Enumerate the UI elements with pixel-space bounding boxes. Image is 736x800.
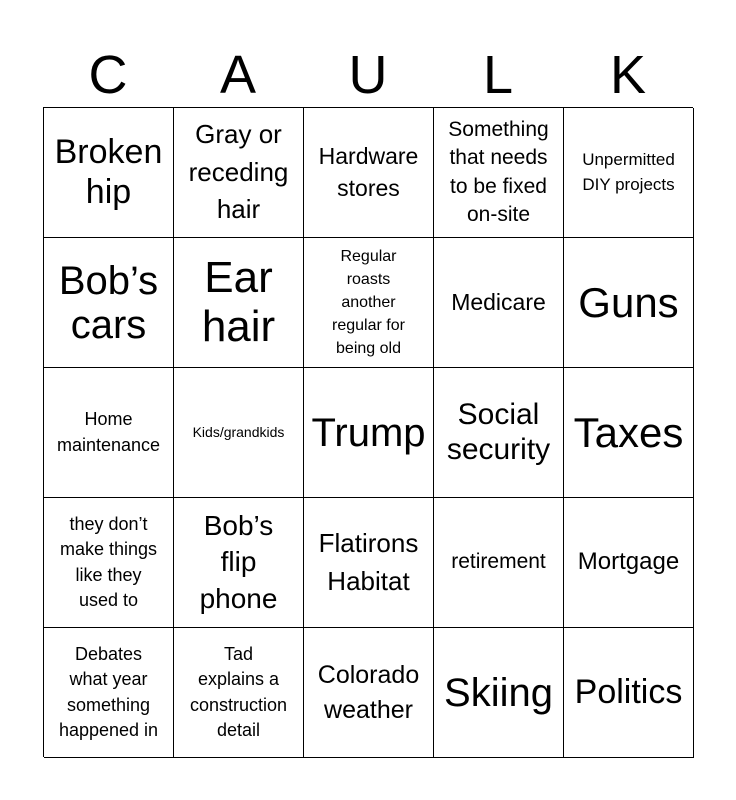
cell-text: Social security (446, 398, 551, 466)
cell-text: Regular roasts another regular for being old (332, 247, 405, 358)
cell-text: Gray or receding hair (188, 118, 289, 225)
cell-text: Guns (578, 278, 679, 326)
cell-text: they don’t make things like they used to (59, 514, 158, 610)
bingo-cell[interactable] (304, 498, 434, 628)
header-letter-c: C (88, 45, 128, 105)
cell-text: Trump (311, 410, 426, 455)
bingo-cell[interactable] (564, 628, 694, 758)
cell-text: Bob’s flip phone (199, 509, 278, 614)
bingo-grid (43, 107, 693, 757)
bingo-cell[interactable] (434, 498, 564, 628)
bingo-cell[interactable] (434, 108, 564, 238)
cell-text: Ear hair (201, 253, 276, 351)
bingo-cell[interactable] (564, 108, 694, 238)
cell-text: Bob’s cars (58, 258, 159, 347)
header-letter-u: U (348, 45, 388, 105)
bingo-cell[interactable] (44, 628, 174, 758)
bingo-cell[interactable] (434, 238, 564, 368)
cell-text: Debates what year something happened in (58, 644, 159, 740)
cell-text: Unpermitted DIY projects (582, 149, 675, 194)
cell-text: Home maintenance (56, 409, 161, 455)
bingo-cell[interactable] (174, 498, 304, 628)
cell-text: Something that needs to be fixed on-site (448, 117, 549, 226)
bingo-cell[interactable] (304, 368, 434, 498)
bingo-cell[interactable] (174, 238, 304, 368)
cell-text: Hardware stores (318, 143, 419, 201)
cell-text: Mortgage (577, 548, 680, 576)
bingo-cell[interactable] (174, 108, 304, 238)
bingo-header (43, 44, 693, 106)
bingo-cell[interactable] (434, 628, 564, 758)
bingo-cell[interactable] (564, 368, 694, 498)
bingo-cell[interactable] (564, 498, 694, 628)
cell-text: Medicare (451, 288, 546, 315)
bingo-cell[interactable] (304, 238, 434, 368)
header-letter-a: A (219, 45, 257, 105)
cell-text: Skiing (444, 670, 553, 715)
cell-text: Flatirons Habitat (318, 527, 419, 596)
bingo-cell[interactable] (44, 498, 174, 628)
bingo-cell[interactable] (434, 368, 564, 498)
header-letter-k: K (609, 45, 647, 105)
bingo-cell[interactable] (304, 108, 434, 238)
bingo-cell[interactable] (174, 368, 304, 498)
bingo-cell[interactable] (44, 238, 174, 368)
cell-text: Taxes (573, 408, 684, 456)
bingo-cell[interactable] (304, 628, 434, 758)
bingo-cell[interactable] (44, 368, 174, 498)
header-letter-l: L (482, 45, 514, 105)
bingo-cell[interactable] (44, 108, 174, 238)
bingo-cell[interactable] (174, 628, 304, 758)
bingo-cell[interactable] (564, 238, 694, 368)
cell-text: Kids/grandkids (192, 423, 285, 440)
cell-text: Politics (574, 672, 683, 711)
cell-text: Colorado weather (317, 660, 420, 724)
cell-text: Broken hip (54, 133, 163, 211)
cell-text: Tad explains a construction detail (189, 644, 288, 740)
cell-text: retirement (451, 550, 546, 574)
